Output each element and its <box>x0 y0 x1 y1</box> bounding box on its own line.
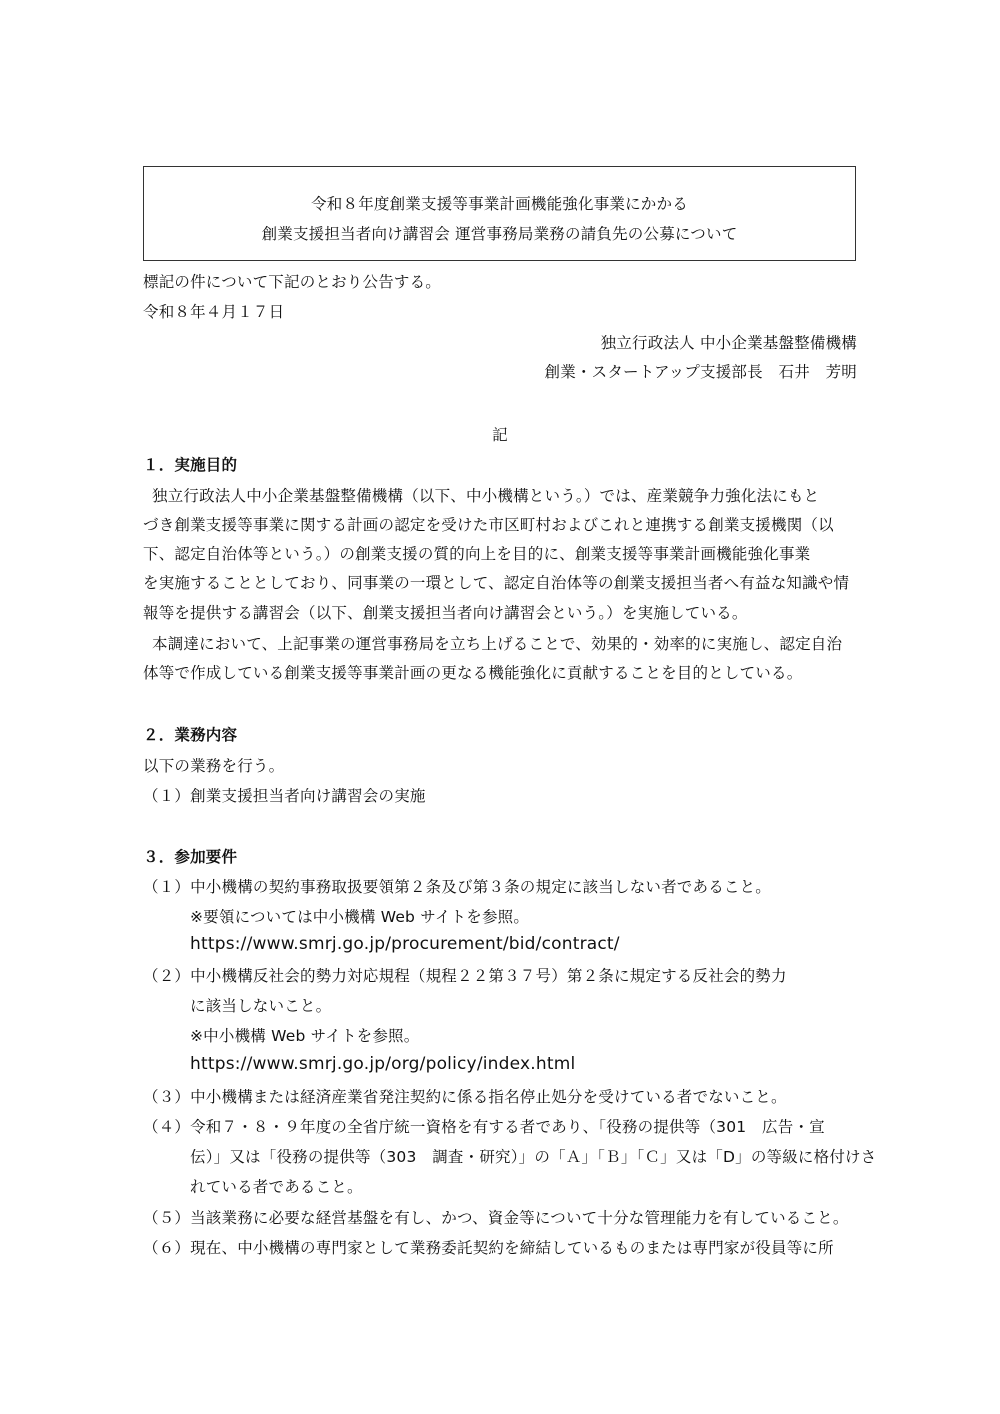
section-2-intro: 以下の業務を行う。 <box>143 757 285 775</box>
requirement-item: （３）中小機構または経済産業省発注契約に係る指名停止処分を受けている者でないこと。 <box>143 1088 787 1106</box>
requirement-item: （４）令和７・８・９年度の全省庁統一資格を有する者であり、「役務の提供等（301 広告・宣 <box>143 1118 825 1136</box>
requirement-url: https://www.smrj.go.jp/procurement/bid/contract/ <box>190 934 620 954</box>
ki-mark: 記 <box>492 426 508 444</box>
section-1-line: 本調達において、上記事業の運営事務局を立ち上げることで、効果的・効率的に実施し、認定自治 <box>152 635 843 653</box>
requirement-note: ※要領については中小機構 Web サイトを参照。 <box>190 908 530 926</box>
date: 令和８年４月１７日 <box>143 303 285 321</box>
requirement-continuation: 伝）」又は「役務の提供等（303 調査・研究）」の「Ａ」「Ｂ」「Ｃ」又は「D」の等級に格付けさ <box>190 1148 877 1166</box>
requirement-item: （２）中小機構反社会的勢力対応規程（規程２２第３７号）第２条に規定する反社会的勢力 <box>143 967 787 985</box>
title-line-1: 令和８年度創業支援等事業計画機能強化事業にかかる <box>311 195 688 213</box>
requirement-continuation: に該当しないこと。 <box>190 997 332 1015</box>
requirement-url: https://www.smrj.go.jp/org/policy/index.html <box>190 1054 576 1074</box>
title-box <box>143 166 856 261</box>
issuer-person: 創業・スタートアップ支援部長 石井 芳明 <box>544 363 857 381</box>
section-2-item: （１）創業支援担当者向け講習会の実施 <box>143 787 426 805</box>
section-1-line: を実施することとしており、同事業の一環として、認定自治体等の創業支援担当者へ有益な知識や情 <box>143 574 850 592</box>
requirement-item: （６）現在、中小機構の専門家として業務委託契約を締結しているものまたは専門家が役員等に所 <box>143 1239 834 1257</box>
requirement-continuation: れている者であること。 <box>190 1178 363 1196</box>
section-1-line: づき創業支援等事業に関する計画の認定を受けた市区町村およびこれと連携する創業支援機関（以 <box>143 516 834 534</box>
title-line-2: 創業支援担当者向け講習会 運営事務局業務の請負先の公募について <box>261 225 738 243</box>
requirement-item: （１）中小機構の契約事務取扱要領第２条及び第３条の規定に該当しない者であること。 <box>143 878 772 896</box>
requirement-note: ※中小機構 Web サイトを参照。 <box>190 1027 420 1045</box>
section-1-line: 体等で作成している創業支援等事業計画の更なる機能強化に貢献することを目的としている。 <box>143 664 803 682</box>
requirement-item: （５）当該業務に必要な経営基盤を有し、かつ、資金等について十分な管理能力を有していること。 <box>143 1209 849 1227</box>
section-1-line: 独立行政法人中小企業基盤整備機構（以下、中小機構という。）では、産業競争力強化法にもと <box>152 487 820 505</box>
section-2-heading: ２．業務内容 <box>143 726 238 744</box>
section-1-heading: １．実施目的 <box>143 456 238 474</box>
section-1-line: 報等を提供する講習会（以下、創業支援担当者向け講習会という。）を実施している。 <box>143 604 748 622</box>
intro-text: 標記の件について下記のとおり公告する。 <box>143 273 441 291</box>
section-3-heading: ３．参加要件 <box>143 848 238 866</box>
section-1-line: 下、認定自治体等という。）の創業支援の質的向上を目的に、創業支援等事業計画機能強化事業 <box>143 545 811 563</box>
issuer-org: 独立行政法人 中小企業基盤整備機構 <box>600 334 857 352</box>
